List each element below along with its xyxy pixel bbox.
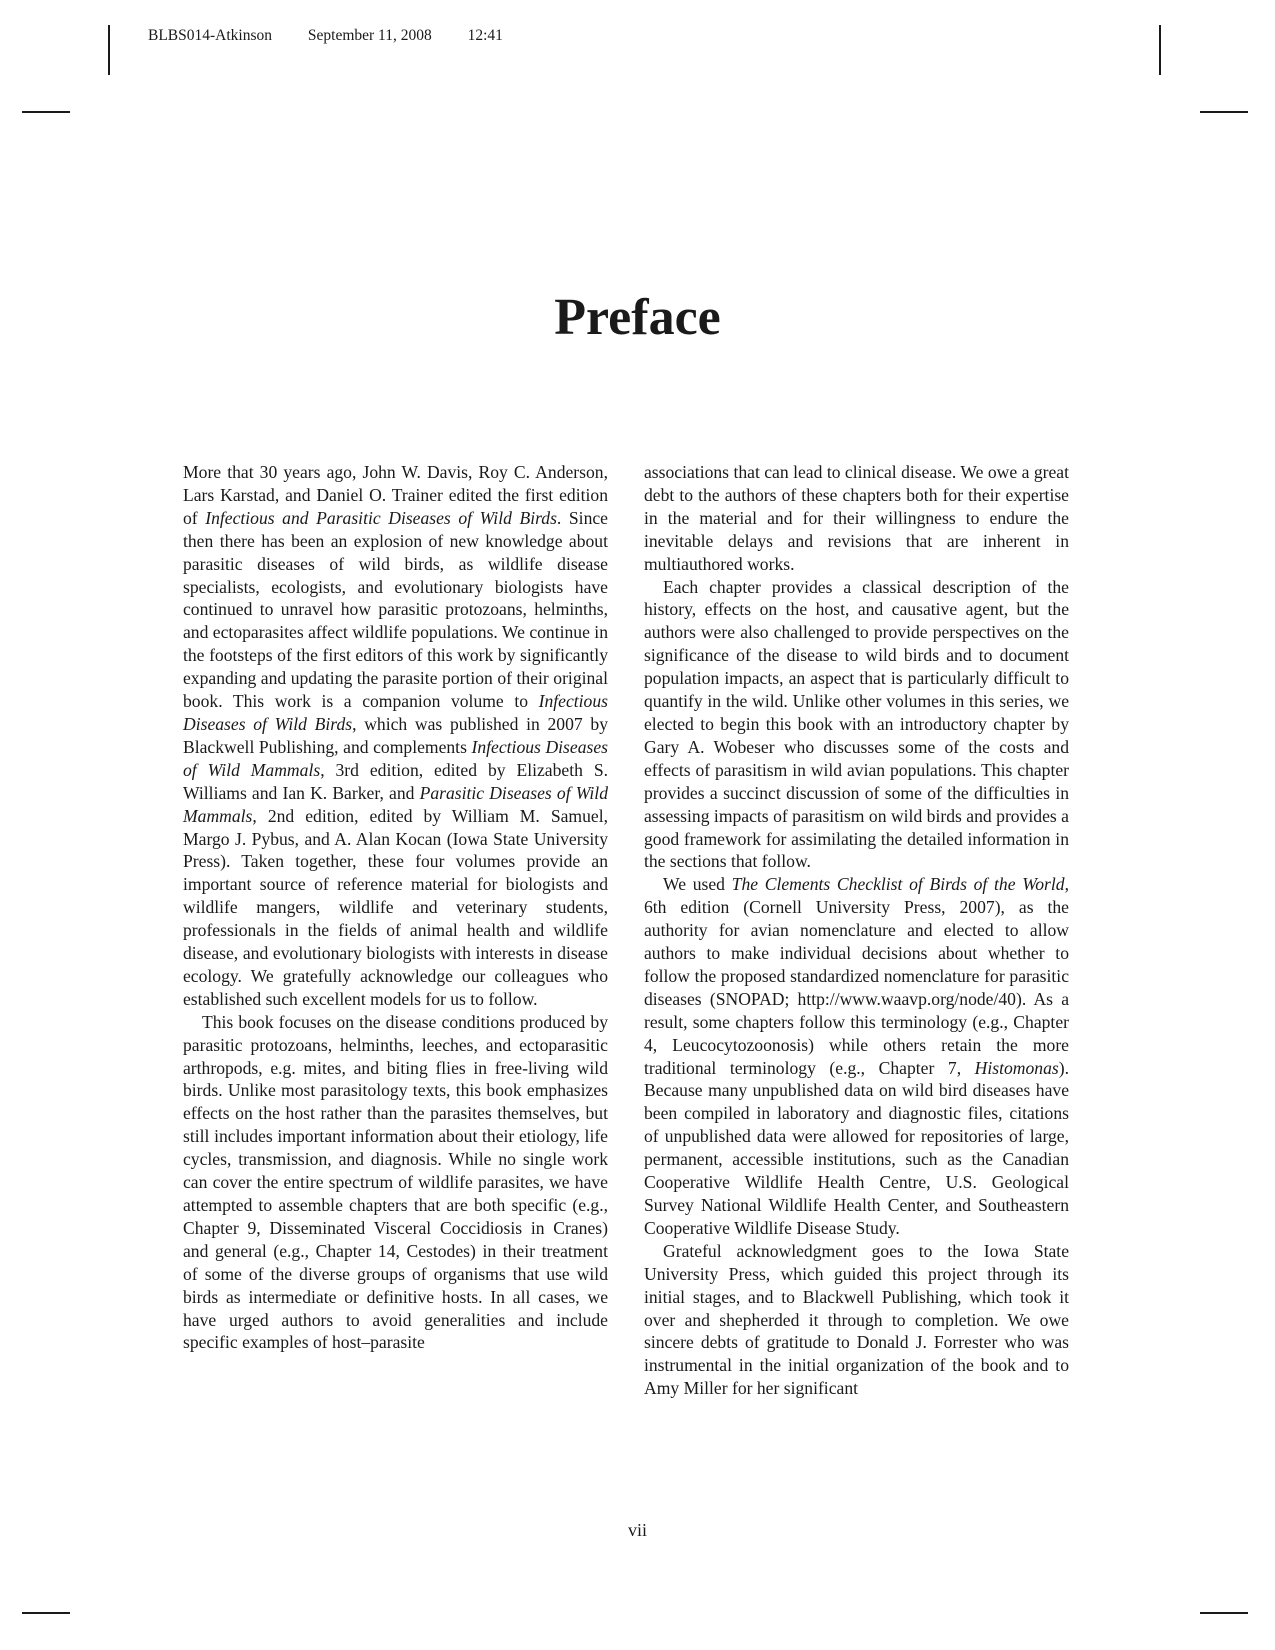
print-time: 12:41 xyxy=(467,27,503,44)
text-run: ). Because many unpublished data on wild bird diseases have been compiled in laboratory and diagnostic files, citations of unpublished data were allowed for repositories of large, permanent, accessible institutions, such as the Canadian Cooperative Wildlife Health Centre, U.S. Geological Survey National Wildlife Health Center, and Southeastern Cooperative Wildlife Disease Study. xyxy=(644,1057,1069,1238)
crop-mark-top-left-horizontal xyxy=(22,111,70,113)
book-title: The Clements Checklist of Birds of the World xyxy=(731,874,1065,895)
paragraph-continued: associations that can lead to clinical disease. We owe a great debt to the authors of these chapters both for their expertise in the material and for their willingness to endure the inevitable delays and revisions that are inherent in multiauthored works. xyxy=(644,462,1069,574)
book-code: BLBS014-Atkinson xyxy=(148,27,273,44)
text-run: We used xyxy=(663,874,732,895)
print-date: September 11, 2008 xyxy=(307,27,432,44)
text-run: More that 30 years ago, John W. Davis, Roy C. Anderson, Lars Karstad, and Daniel O. Trainer edited the first edition of xyxy=(183,462,608,528)
book-title: Infectious Diseases of Wild Birds xyxy=(183,691,608,734)
page-number: vii xyxy=(627,1520,647,1540)
page-title: Preface xyxy=(554,289,721,346)
paragraph: Each chapter provides a classical description of the history, effects on the host, and causative agent, but the authors were also challenged to provide perspectives on the significance of the disease to wild birds and to document population impacts, an aspect that is particularly difficult to quantify in the wild. Unlike other volumes in this series, we elected to begin this book with an introductory chapter by Gary A. Wobeser who discusses some of the costs and effects of parasitism in wild avian populations. This chapter provides a succinct discussion of some of the difficulties in assessing impacts of parasitism on wild birds and provides a good framework for assimilating the detailed information in the sections that follow. xyxy=(644,576,1069,872)
paragraph xyxy=(183,461,608,1011)
text-run: , 3rd edition, edited by Elizabeth S. Williams and Ian K. Barker, and xyxy=(183,759,609,803)
paragraph: Grateful acknowledgment goes to the Iowa State University Press, which guided this project through its initial stages, and to Blackwell Publishing, which took it over and shepherded it through to completion. We owe sincere debts of gratitude to Donald J. Forrester who was instrumental in the initial organization of the book and to Amy Miller for her significant xyxy=(644,1240,1069,1399)
text-run: , 6th edition (Cornell University Press, 2007), as the authority for avian nomenclature and elected to allow authors to make individual decisions about whether to follow the proposed standardized nomenclature for parasitic diseases (SNOPAD; http://www.waavp.org/node/40). As a result, some chapters follow this terminology (e.g., Chapter 4, Leucocytozoonosis) while others retain the more traditional terminology (e.g., Chapter 7, xyxy=(644,874,1069,1078)
text-column-right xyxy=(644,461,1069,1400)
crop-mark-bottom-right-horizontal xyxy=(1200,1612,1248,1614)
crop-mark-top-left-vertical xyxy=(108,25,110,75)
text-run: . Since then there has been an explosion of new knowledge about parasitic diseases of wild birds, as wildlife disease specialists, ecologists, and evolutionary biologists have continued to unravel how parasitic protozoans, helminths, and ectoparasites affect wildlife populations. We continue in the footsteps of the first editors of this work by significantly expanding and updating the parasite portion of their original book. This work is a companion volume to xyxy=(183,507,608,712)
book-title: Infectious and Parasitic Diseases of Wild Birds xyxy=(205,507,557,528)
paragraph: This book focuses on the disease conditions produced by parasitic protozoans, helminths, leeches, and ectoparasitic arthropods, e.g. mites, and biting flies in free-living wild birds. Unlike most parasitology texts, this book emphasizes effects on the host rather than the parasites themselves, but still includes important information about their etiology, life cycles, transmission, and diagnosis. While no single work can cover the entire spectrum of wildlife parasites, we have attempted to assemble chapters that are both specific (e.g., Chapter 9, Disseminated Visceral Coccidiosis in Cranes) and general (e.g., Chapter 14, Cestodes) in their treatment of some of the diverse groups of organisms that use wild birds as intermediate or definitive hosts. In all cases, we have urged authors to avoid generalities and include specific examples of host–parasite xyxy=(183,1011,608,1353)
text-run: , 2nd edition, edited by William M. Samuel, Margo J. Pybus, and A. Alan Kocan (Iowa State University Press). Taken together, these four volumes provide an important source of reference material for biologists and wildlife mangers, wildlife and veterinary students, professionals in the fields of animal health and wildlife disease, and evolutionary biologists with interests in disease ecology. We gratefully acknowledge our colleagues who established such excellent models for us to follow. xyxy=(183,805,608,1009)
book-title: Infectious Diseases of Wild Mammals xyxy=(183,736,608,780)
paragraph xyxy=(644,873,1069,1240)
genus-name: Histomonas xyxy=(974,1057,1059,1078)
running-head xyxy=(148,27,503,45)
book-title: Parasitic Diseases of Wild Mammals xyxy=(183,782,608,826)
crop-mark-bottom-left-horizontal xyxy=(22,1612,70,1614)
text-column-left xyxy=(183,461,608,1354)
crop-mark-top-right-horizontal xyxy=(1200,111,1248,113)
crop-mark-top-right-vertical xyxy=(1159,25,1161,75)
text-run: , which was published in 2007 by Blackwell Publishing, and complements xyxy=(183,713,608,757)
